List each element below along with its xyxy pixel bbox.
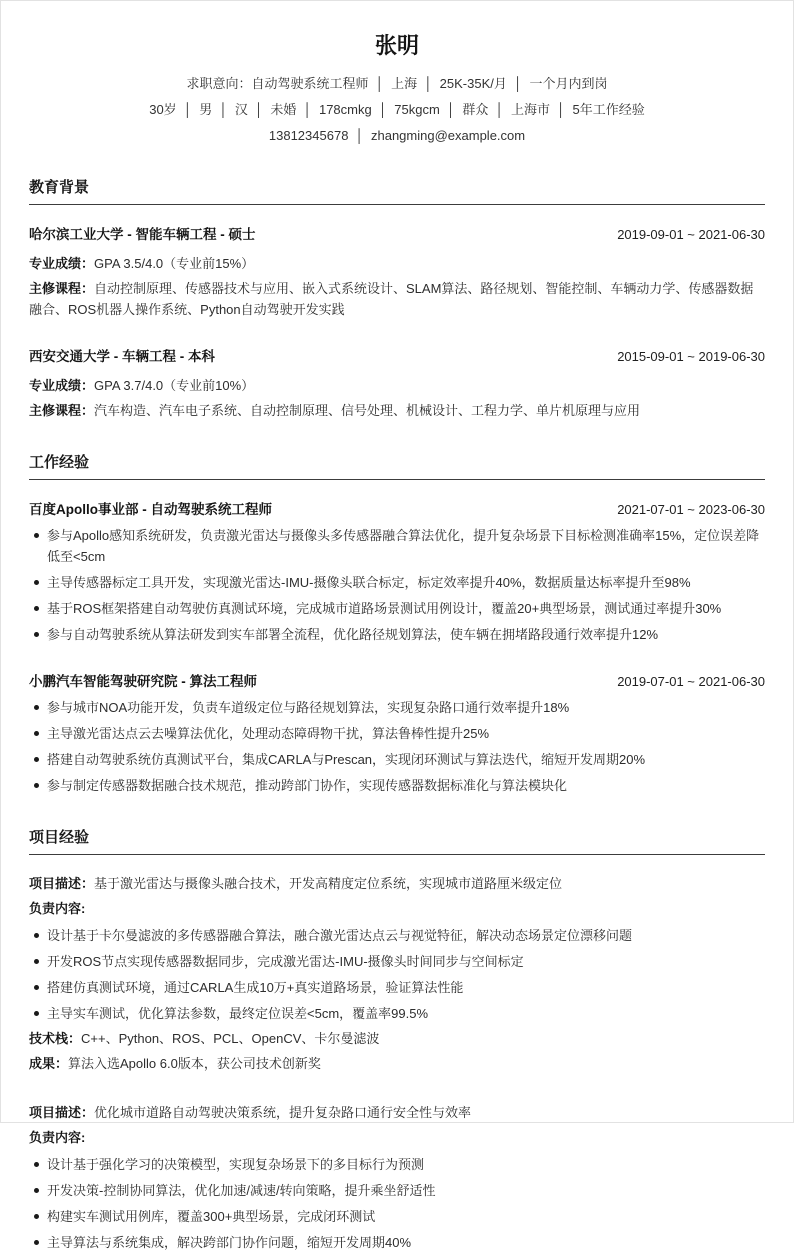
bullet-text: 主导激光雷达点云去噪算法优化，处理动态障碍物干扰，算法鲁棒性提升25% <box>47 726 490 741</box>
courses-field <box>29 278 765 320</box>
projects-section <box>29 829 765 1253</box>
entry-head <box>29 500 765 519</box>
bullet-icon <box>34 1214 39 1219</box>
contact-info-line: 13812345678 │ zhangming@example.com <box>268 128 526 143</box>
project-bullet <box>29 1206 765 1227</box>
bullet-text: 主导算法与系统集成，解决跨部门协作问题，缩短开发周期40% <box>47 1235 412 1250</box>
bullet-icon <box>34 580 39 585</box>
tech-stack-line <box>29 1028 765 1049</box>
bullet-text: 开发决策-控制协同算法，优化加速/减速/转向策略，提升乘坐舒适性 <box>47 1183 436 1198</box>
work-bullet <box>29 598 765 619</box>
work-bullet <box>29 624 765 645</box>
entry-head <box>29 225 765 244</box>
field-text: C++、Python、ROS、PCL、OpenCV、卡尔曼滤波 <box>81 1031 380 1046</box>
bullet-icon <box>34 959 39 964</box>
field-label: 负责内容: <box>29 1130 86 1145</box>
projects-section-title: 项目经验 <box>29 829 765 855</box>
field-text: 优化城市道路自动驾驶决策系统，提升复杂路口通行安全性与效率 <box>94 1105 472 1120</box>
bullet-icon <box>34 1162 39 1167</box>
project-entry <box>29 873 765 1074</box>
bullet-text: 参与Apollo感知系统研发，负责激光雷达与摄像头多传感器融合算法优化，提升复杂场景下目标检测准确率15%，定位误差降低至<5cm <box>47 528 760 564</box>
field-label: 技术栈： <box>29 1031 82 1046</box>
bullet-icon <box>34 985 39 990</box>
candidate-name: 张明 <box>374 33 419 58</box>
entry-date: 2019-09-01 ~ 2021-06-30 <box>617 227 765 242</box>
field-label: 专业成绩： <box>29 378 95 393</box>
bullet-icon <box>34 731 39 736</box>
bullet-icon <box>34 533 39 538</box>
project-bullet-list <box>29 1154 765 1253</box>
project-bullet <box>29 1154 765 1175</box>
entry-head <box>29 347 765 366</box>
work-bullet-list <box>29 697 765 796</box>
project-bullet <box>29 1232 765 1253</box>
bullet-icon <box>34 783 39 788</box>
work-section <box>29 454 765 796</box>
bullet-icon <box>34 757 39 762</box>
project-description <box>29 1102 765 1123</box>
education-section-title: 教育背景 <box>29 179 765 205</box>
bullet-text: 构建实车测试用例库，覆盖300+典型场景，完成闭环测试 <box>47 1209 376 1224</box>
field-label: 负责内容: <box>29 901 86 916</box>
bullet-icon <box>34 1011 39 1016</box>
bullet-text: 主导实车测试，优化算法参数，最终定位误差<5cm，覆盖率99.5% <box>47 1006 429 1021</box>
bullet-text: 参与城市NOA功能开发，负责车道级定位与路径规划算法，实现复杂路口通行效率提升18% <box>47 700 570 715</box>
company-role-title: 小鹏汽车智能驾驶研究院 - 算法工程师 <box>29 674 257 689</box>
bullet-icon <box>34 632 39 637</box>
field-label: 主修课程： <box>29 281 95 296</box>
bullet-icon <box>34 1188 39 1193</box>
field-label: 成果： <box>29 1056 69 1071</box>
gpa-field <box>29 253 765 274</box>
resume-header <box>29 31 765 149</box>
bullet-text: 搭建自动驾驶系统仿真测试平台，集成CARLA与Prescan，实现闭环测试与算法迭代，缩短开发周期20% <box>47 752 646 767</box>
duties-label-line <box>29 1127 765 1148</box>
field-text: 汽车构造、汽车电子系统、自动控制原理、信号处理、机械设计、工程力学、单片机原理与应用 <box>94 403 641 418</box>
work-entry <box>29 672 765 796</box>
education-section <box>29 179 765 421</box>
work-bullet <box>29 572 765 593</box>
work-bullet <box>29 525 765 567</box>
bullet-icon <box>34 606 39 611</box>
work-bullet <box>29 749 765 770</box>
bullet-icon <box>34 1240 39 1245</box>
bullet-text: 基于ROS框架搭建自动驾驶仿真测试环境，完成城市道路场景测试用例设计，覆盖20+典型场景，测试通过率提升30% <box>47 601 722 616</box>
work-entry <box>29 500 765 645</box>
field-text: GPA 3.7/4.0（专业前10%） <box>94 378 255 393</box>
work-bullet-list <box>29 525 765 645</box>
bullet-icon <box>34 933 39 938</box>
work-bullet <box>29 775 765 796</box>
company-role-title: 百度Apollo事业部 - 自动驾驶系统工程师 <box>29 502 272 517</box>
project-bullet <box>29 951 765 972</box>
field-label: 项目描述： <box>29 876 95 891</box>
work-bullet <box>29 723 765 744</box>
gpa-field <box>29 375 765 396</box>
field-label: 主修课程： <box>29 403 95 418</box>
education-entry <box>29 225 765 320</box>
courses-field <box>29 400 765 421</box>
entry-head <box>29 672 765 691</box>
bullet-icon <box>34 705 39 710</box>
project-bullet <box>29 1180 765 1201</box>
work-bullet <box>29 697 765 718</box>
job-intent-line: 求职意向：自动驾驶系统工程师 │ 上海 │ 25K-35K/月 │ 一个月内到岗 <box>186 76 608 91</box>
project-bullet-list <box>29 925 765 1024</box>
field-text: GPA 3.5/4.0（专业前15%） <box>94 256 255 271</box>
bullet-text: 设计基于卡尔曼滤波的多传感器融合算法，融合激光雷达点云与视觉特征，解决动态场景定位漂移问题 <box>47 928 633 943</box>
personal-info-line: 30岁 │ 男 │ 汉 │ 未婚 │ 178cmkg │ 75kgcm │ 群众 │ 上海市 │ 5年工作经验 <box>149 102 645 117</box>
entry-date: 2015-09-01 ~ 2019-06-30 <box>617 349 765 364</box>
school-degree-title: 西安交通大学 - 车辆工程 - 本科 <box>29 349 215 364</box>
bullet-text: 参与自动驾驶系统从算法研发到实车部署全流程，优化路径规划算法，使车辆在拥堵路段通行效率提升12% <box>47 627 659 642</box>
entry-date: 2019-07-01 ~ 2021-06-30 <box>617 674 765 689</box>
project-bullet <box>29 925 765 946</box>
project-bullet <box>29 977 765 998</box>
result-line <box>29 1053 765 1074</box>
bullet-text: 设计基于强化学习的决策模型，实现复杂场景下的多目标行为预测 <box>47 1157 425 1172</box>
education-entry <box>29 347 765 421</box>
bullet-text: 主导传感器标定工具开发，实现激光雷达-IMU-摄像头联合标定，标定效率提升40%，数据质量达标率提升至98% <box>47 575 691 590</box>
project-description <box>29 873 765 894</box>
bullet-text: 开发ROS节点实现传感器数据同步，完成激光雷达-IMU-摄像头时间同步与空间标定 <box>47 954 524 969</box>
project-bullet <box>29 1003 765 1024</box>
school-degree-title: 哈尔滨工业大学 - 智能车辆工程 - 硕士 <box>29 227 256 242</box>
field-label: 专业成绩： <box>29 256 95 271</box>
entry-date: 2021-07-01 ~ 2023-06-30 <box>617 502 765 517</box>
field-text: 算法入选Apollo 6.0版本，获公司技术创新奖 <box>68 1056 321 1071</box>
bullet-text: 参与制定传感器数据融合技术规范，推动跨部门协作，实现传感器数据标准化与算法模块化 <box>47 778 568 793</box>
bullet-text: 搭建仿真测试环境，通过CARLA生成10万+真实道路场景，验证算法性能 <box>47 980 464 995</box>
field-label: 项目描述： <box>29 1105 95 1120</box>
duties-label-line <box>29 898 765 919</box>
work-section-title: 工作经验 <box>29 454 765 480</box>
project-entry <box>29 1102 765 1253</box>
field-text: 自动控制原理、传感器技术与应用、嵌入式系统设计、SLAM算法、路径规划、智能控制、车辆动力学、传感器数据融合、ROS机器人操作系统、Python自动驾驶开发实践 <box>29 281 754 317</box>
field-text: 基于激光雷达与摄像头融合技术，开发高精度定位系统，实现城市道路厘米级定位 <box>94 876 563 891</box>
